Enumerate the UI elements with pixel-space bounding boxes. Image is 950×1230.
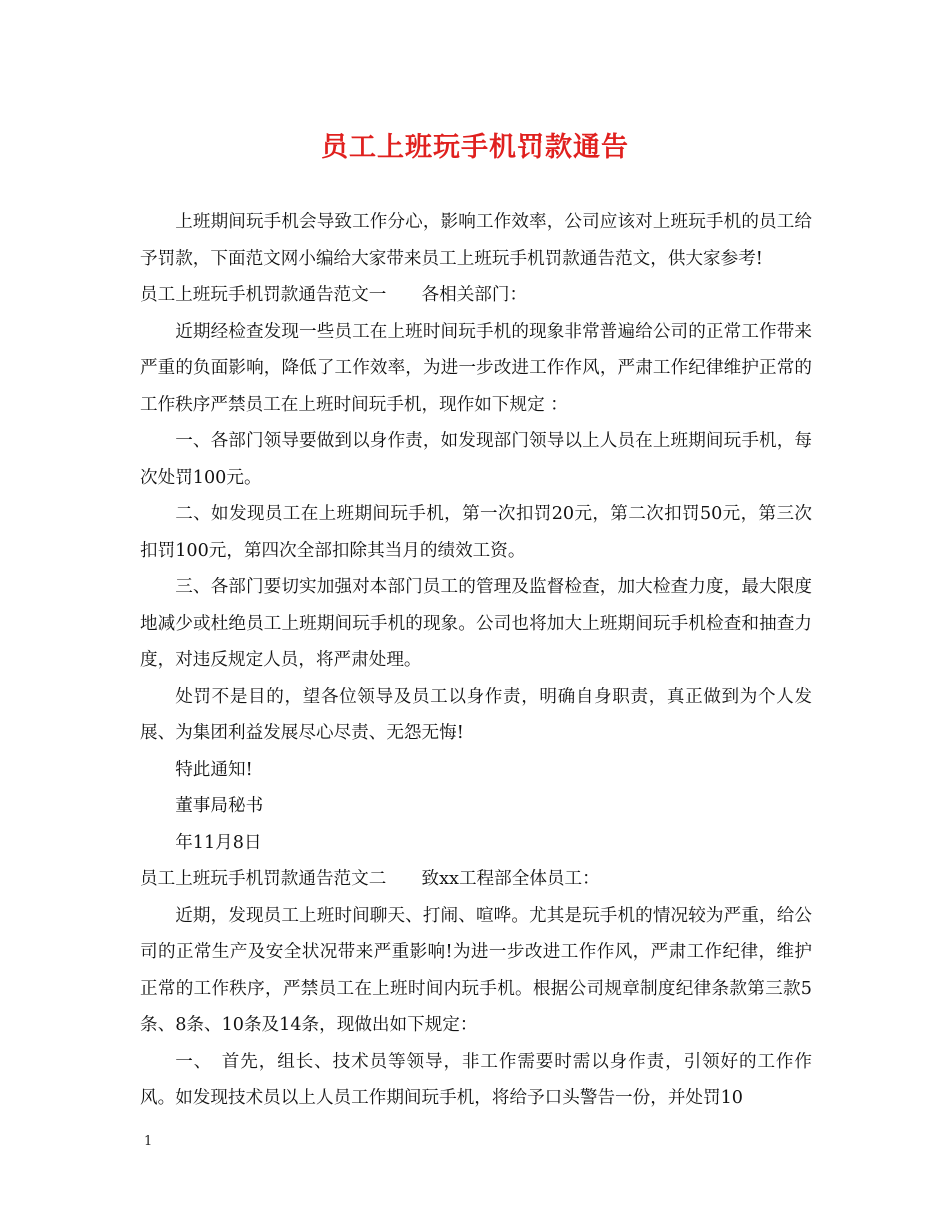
paragraph-sample-two-rule-one: 一、 首先，组长、技术员等领导，非工作需要时需以身作责，引领好的工作作风。如发现技术员以上人员工作期间玩手机，将给予口头警告一份，并处罚10 xyxy=(140,1051,812,1108)
paragraph-rule-two: 二、如发现员工在上班期间玩手机，第一次扣罚20元，第二次扣罚50元，第三次扣罚100元，第四次全部扣除其当月的绩效工资。 xyxy=(140,504,812,561)
paragraph-closing: 处罚不是目的，望各位领导及员工以身作责，明确自身职责，真正做到为个人发展、为集团利益发展尽心尽责、无怨无悔! xyxy=(140,686,812,743)
paragraph-rule-three: 三、各部门要切实加强对本部门员工的管理及监督检查，加大检查力度，最大限度地减少或杜绝员工上班期间玩手机的现象。公司也将加大上班期间玩手机检查和抽查力度，对违反规定人员，将严肃处理。 xyxy=(140,577,812,670)
paragraph-rule-one: 一、各部门领导要做到以身作责，如发现部门领导以上人员在上班期间玩手机，每次处罚100元。 xyxy=(140,431,812,488)
document-body xyxy=(140,204,812,1117)
section-heading-sample-one: 员工上班玩手机罚款通告范文一 各相关部门： xyxy=(140,285,528,305)
signature-date: 年11月8日 xyxy=(175,832,262,853)
page-number: 1 xyxy=(144,1134,153,1149)
paragraph-sample-two-background: 近期，发现员工上班时间聊天、打闹、喧哗。尤其是玩手机的情况较为严重，给公司的正常生产及安全状况带来严重影响!为进一步改进工作作风，严肃工作纪律，维护正常的工作秩序，严禁员工在上班时间内玩手机。根据公司规章制度纪律条款第三款5条、8条、10条及14条，现做出如下规定： xyxy=(140,905,812,1035)
paragraph-notice: 特此通知! xyxy=(175,759,253,780)
section-heading-sample-two: 员工上班玩手机罚款通告范文二 致xx工程部全体员工： xyxy=(140,869,600,889)
paragraph-background: 近期经检查发现一些员工在上班时间玩手机的现象非常普遍给公司的正常工作带来严重的负面影响，降低了工作效率，为进一步改进工作作风，严肃工作纪律维护正常的工作秩序严禁员工在上班时间玩手机，现作如下规定 ： xyxy=(140,321,812,415)
signature-issuer: 董事局秘书 xyxy=(175,796,264,816)
paragraph-intro: 上班期间玩手机会导致工作分心，影响工作效率，公司应该对上班玩手机的员工给予罚款，下面范文网小编给大家带来员工上班玩手机罚款通告范文，供大家参考! xyxy=(140,212,812,269)
document-title: 员工上班玩手机罚款通告 xyxy=(321,132,629,163)
